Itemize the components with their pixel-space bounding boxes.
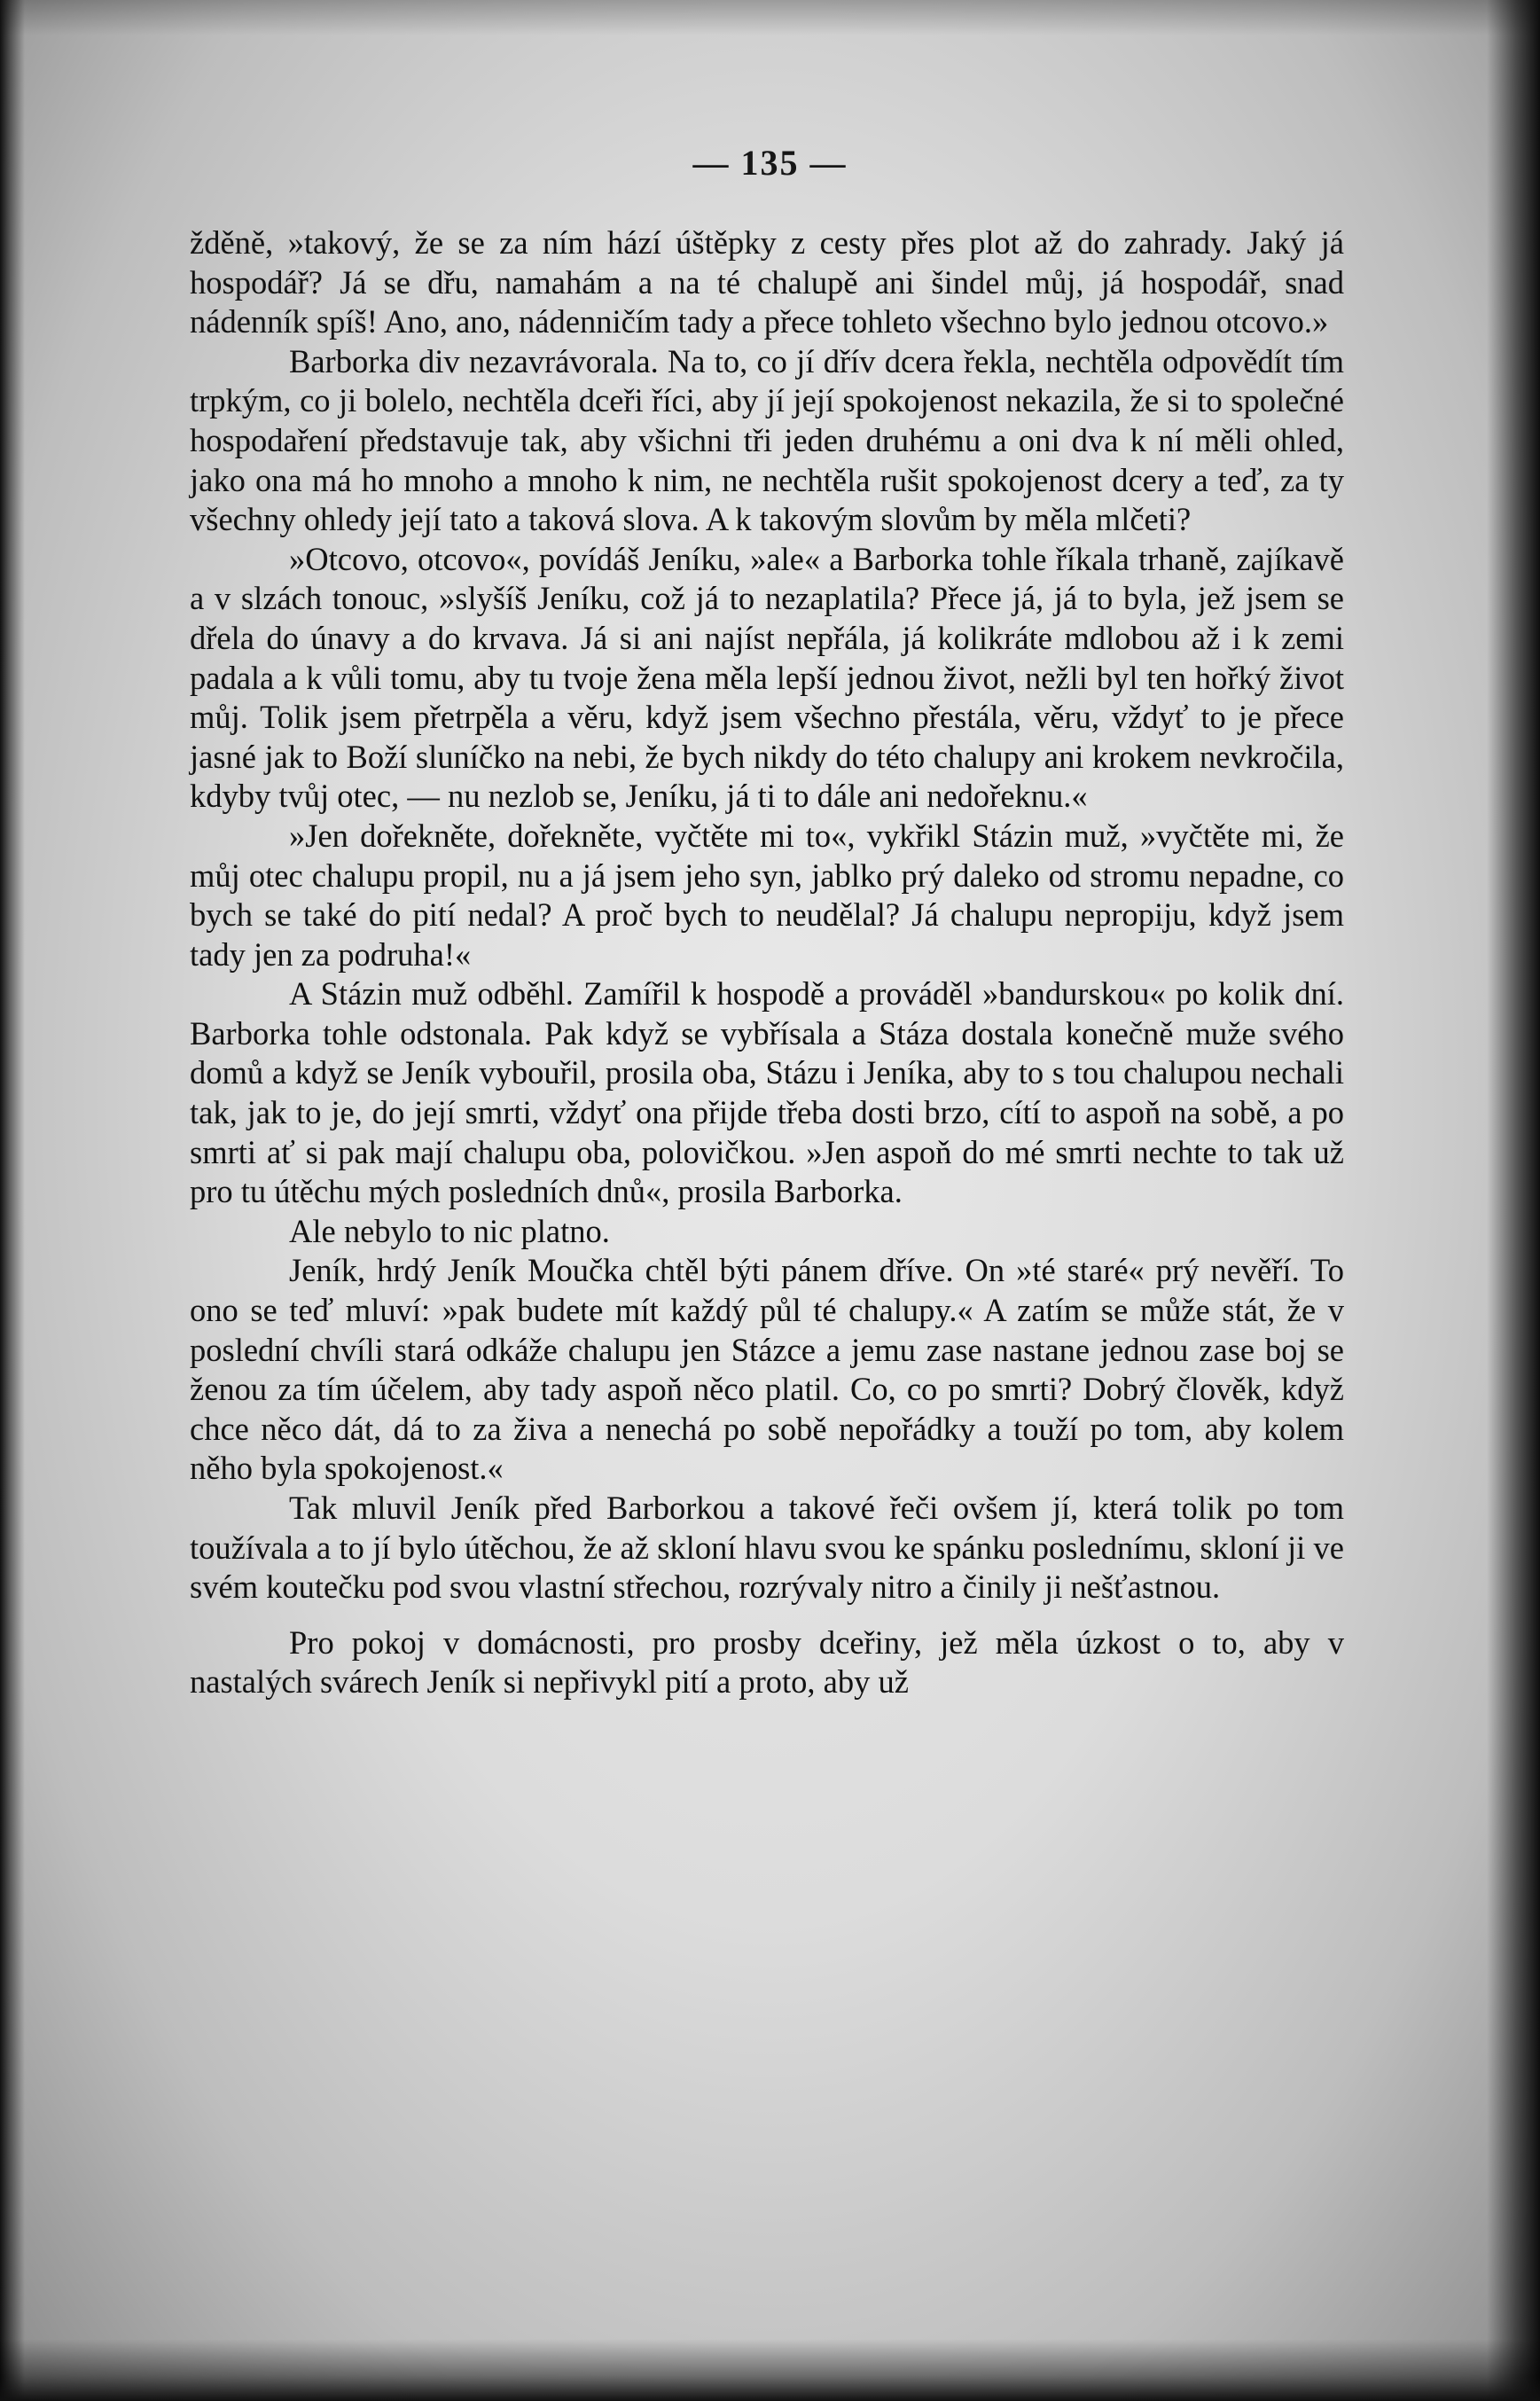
page-number: — 135 — [692,143,848,183]
paragraph-3: »Otcovo, otcovo«, povídáš Jeníku, »ale« a Barborka tohle říkala trhaně, zajíkavě a v slzách tonouc, »slyšíš Jeníku, což já to nezaplatila? Přece já, já to byla, jež jsem se dřela do únavy a do krvava. Já si ani najíst nepřála, já kolikráte mdlobou až i k zemi padala a k vůli tomu, aby tu tvoje žena měla lepší jednou život, nežli byl ten hořký život můj. Tolik jsem přetrpěla a věru, když jsem všechno přestála, věru, vždyť to je přece jasné jak to Boží sluníčko na nebi, že bych nikdy do této chalupy ani krokem nevkročila, kdyby tvůj otec, — nu nezlob se, Jeníku, já ti to dále ani nedořeknu.« [190,540,1344,815]
paragraph-2: Barborka div nezavrávorala. Na to, co jí dřív dcera řekla, nechtěla odpovědít tím trpkým, co ji bolelo, nechtěla dceři říci, aby jí její spokojenost nekazila, že si to společné hospodaření představuje tak, aby všichni tři jeden druhému a oni dva k ní měli ohled, jako ona má ho mnoho a mnoho k nim, ne nechtěla rušit spokojenost dcery a teď, za ty všechny ohledy její tato a taková slova. A k takovým slovům by měla mlčeti? [190,342,1344,538]
scan-edge-bottom [0,2339,1540,2401]
paragraph-7: Jeník, hrdý Jeník Moučka chtěl býti pánem dříve. On »té staré« prý nevěří. To ono se teď mluví: »pak budete mít každý půl té chalupy.« A zatím se může stát, že v poslední chvíli stará odkáže chalupu jen Stázce a jemu zase nastane jednou zase boj se ženou za tím účelem, aby tady aspoň něco platil. Co, co po smrti? Dobrý člověk, když chce něco dát, dá to za živa a nenechá po sobě nepořádky a touží po tom, aby kolem něho byla spokojenost.« [190,1252,1344,1487]
paragraph-8: Tak mluvil Jeník před Barborkou a takové řeči ovšem jí, která tolik po tom toužívala a to jí bylo útěchou, že až skloní hlavu svou ke spánku poslednímu, skloní ji ve svém koutečku pod svou vlastní střechou, rozrývaly nitro a činily ji nešťastnou. [190,1490,1344,1606]
scan-edge-top [0,0,1540,35]
paragraph-5: A Stázin muž odběhl. Zamířil k hospodě a prováděl »bandurskou« po kolik dní. Barborka tohle odstonala. Pak když se vybřísala a Stáza dostala konečně muže svého domů a když se Jeník vybouřil, prosila oba, Stázu i Jeníka, aby to s tou chalupou nechali tak, jak to je, do její smrti, vždyť ona přijde třeba dosti brzo, cítí to aspoň na sobě, a po smrti ať si pak mají chalupu oba, polovičkou. »Jen aspoň do mé smrti nechte to tak už pro tu útěchu mých posledních dnů«, prosila Barborka. [190,975,1344,1210]
scan-edge-left [0,0,25,2401]
paragraph-1: žděně, »takový, že se za ním hází úštěpky z cesty přes plot až do zahrady. Jaký já hospodář? Já se dřu, namahám a na té chalupě ani šindel můj, já hospodář, snad nádenník spíš! Ano, ano, nádenničím tady a přece tohleto všechno bylo jednou otcovo.» [190,224,1344,340]
body-text [190,223,1344,1702]
paragraph-4: »Jen dořekněte, dořekněte, vyčtěte mi to«, vykřikl Stázin muž, »vyčtěte mi, že můj otec chalupu propil, nu a já jsem jeho syn, jablko prý daleko od stromu nepadne, co bych se také do pití nedal? A proč bych to neudělal? Já chalupu nepropiju, když jsem tady jen za podruha!« [190,817,1344,973]
scan-edge-right [1487,0,1540,2401]
paragraph-9: Pro pokoj v domácnosti, pro prosby dceřiny, jež měla úzkost o to, aby v nastalých svárech Jeník si nepřivykl pití a proto, aby už [190,1623,1344,1701]
paragraph-6: Ale nebylo to nic platno. [289,1212,610,1249]
